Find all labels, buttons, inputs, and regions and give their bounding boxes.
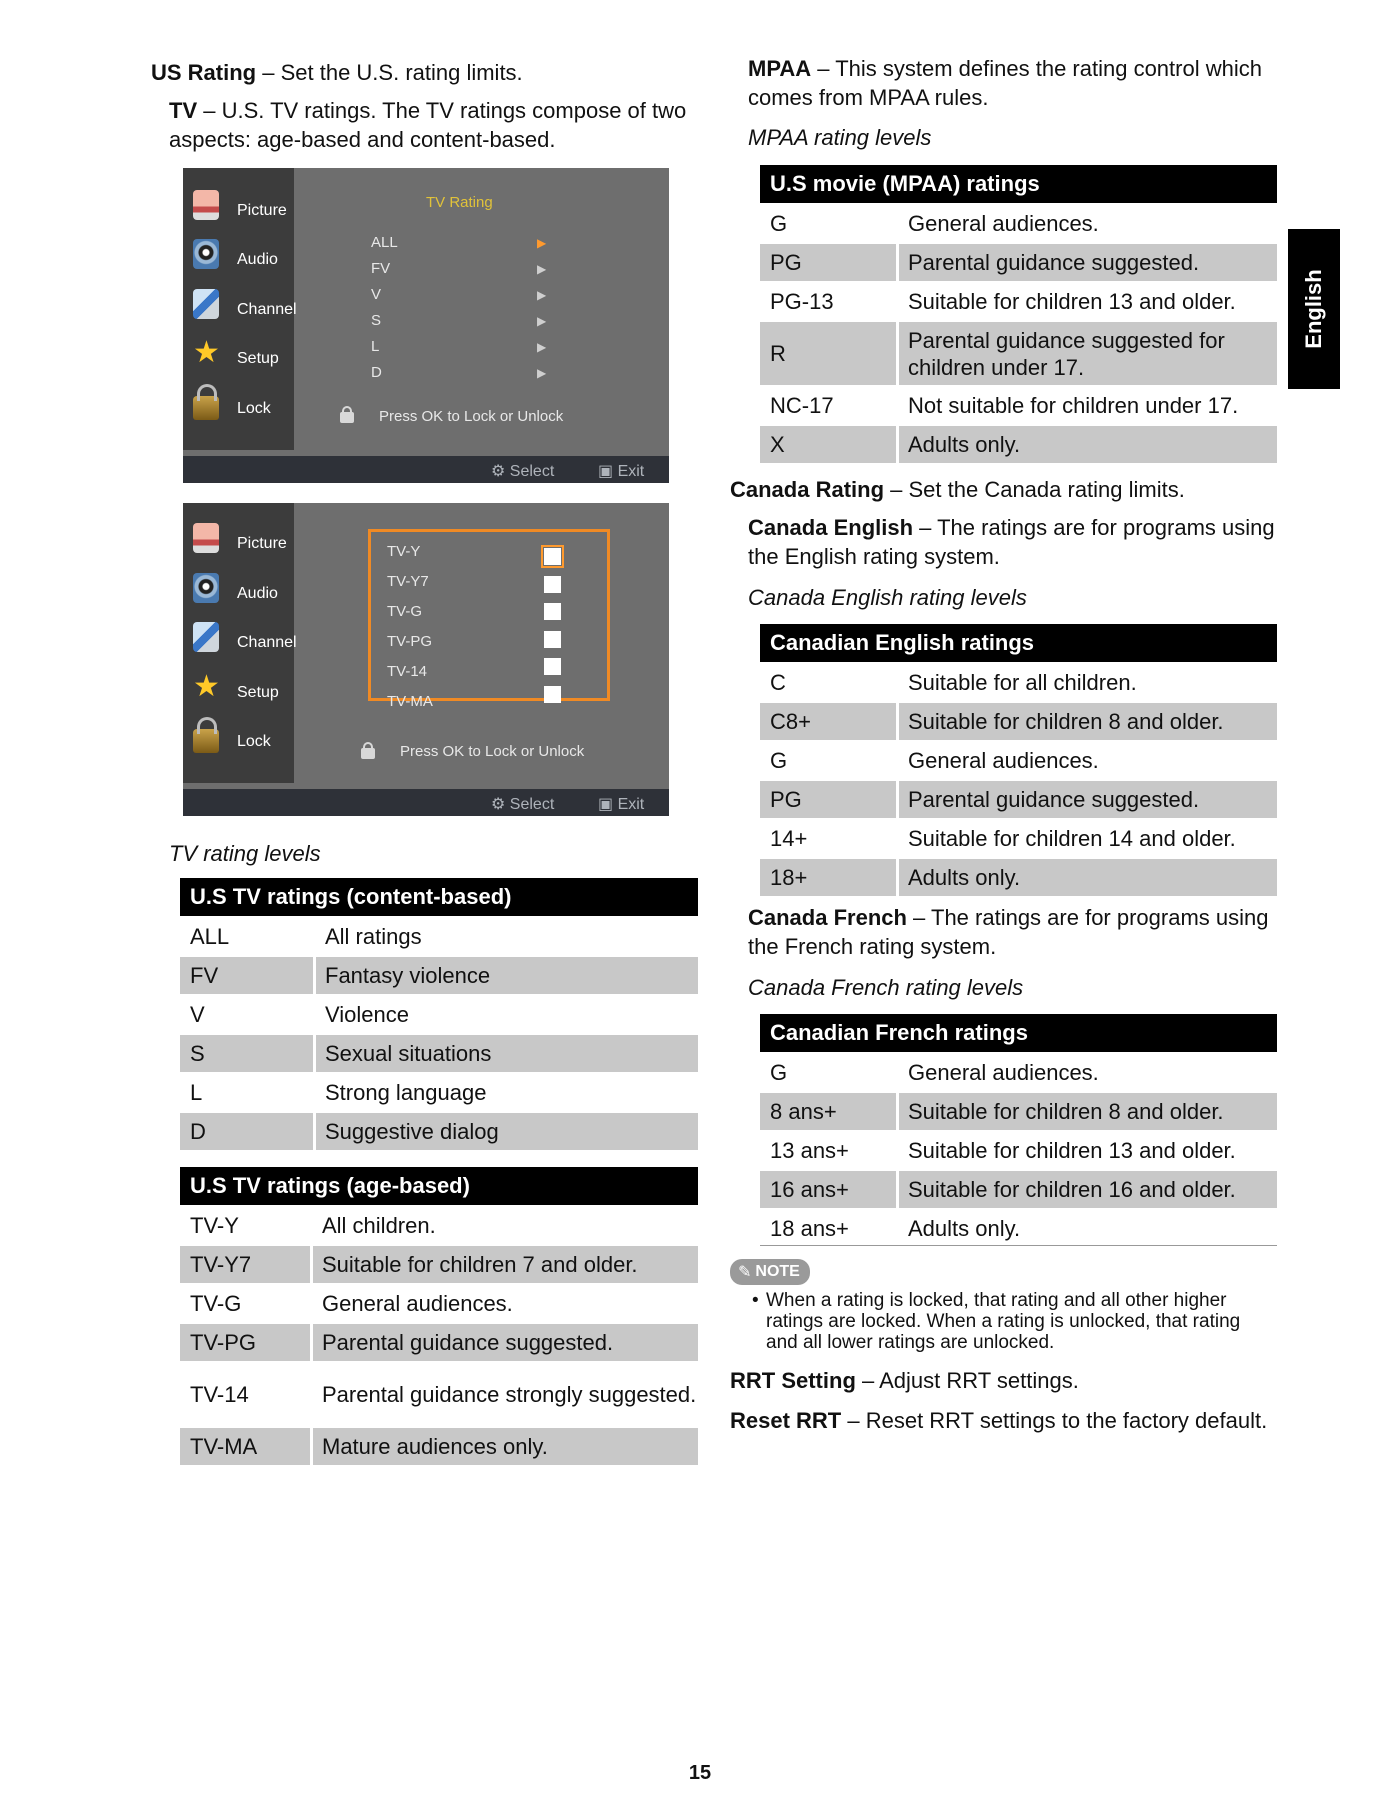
rating-code: R xyxy=(760,322,896,385)
menu-bottom-bar xyxy=(183,456,669,483)
mpaa-desc: – This system defines the rating control which comes from MPAA rules. xyxy=(748,56,1262,110)
rrt-setting-desc: – Adjust RRT settings. xyxy=(855,1368,1079,1393)
rating-description: General audiences. xyxy=(908,211,1099,236)
table-row xyxy=(760,426,1277,463)
table-row xyxy=(760,1054,1277,1091)
rating-description: Suitable for children 13 and older. xyxy=(908,289,1236,314)
chevron-right-icon: ▶ xyxy=(537,366,547,380)
rrt-setting-paragraph xyxy=(730,1366,1079,1395)
sidebar-item-lock xyxy=(193,721,293,763)
rating-code: PG-13 xyxy=(770,288,834,314)
table-row xyxy=(760,781,1277,818)
rating-code: 8 ans+ xyxy=(760,1093,896,1130)
chevron-right-icon: ▶ xyxy=(537,340,547,354)
rating-code: G xyxy=(770,1059,788,1085)
mpaa-paragraph xyxy=(748,54,1283,112)
rating-description: General audiences. xyxy=(322,1291,513,1316)
exit-hint: ▣ Exit xyxy=(598,796,645,813)
table-row xyxy=(760,1171,1277,1208)
rating-description: Adults only. xyxy=(908,1216,1021,1241)
rating-description: Violence xyxy=(325,1002,409,1027)
rating-description: Suitable for children 13 and older. xyxy=(908,1138,1236,1163)
sidebar-label: Picture xyxy=(237,202,287,219)
page-number: 15 xyxy=(688,1762,712,1784)
table-header: Canadian English ratings xyxy=(760,624,1277,662)
age-rating-menu-screenshot xyxy=(183,503,669,816)
rating-code: 18 ans+ xyxy=(770,1215,849,1241)
rating-description: General audiences. xyxy=(908,1060,1099,1085)
menu-sidebar xyxy=(183,168,297,450)
sidebar-label: Setup xyxy=(237,350,279,367)
menu-hint: Press OK to Lock or Unlock xyxy=(379,408,564,425)
table-row xyxy=(180,918,698,955)
rating-code: G xyxy=(770,210,788,236)
picture-icon xyxy=(193,523,219,553)
table-row xyxy=(760,664,1277,701)
sidebar-item-channel xyxy=(193,289,297,331)
english-caption: Canada English rating levels xyxy=(748,585,1027,610)
checkbox-icon xyxy=(544,603,561,620)
canada-french-term: Canada French xyxy=(748,905,907,930)
canada-english-paragraph xyxy=(748,513,1288,571)
sidebar-label: Audio xyxy=(237,251,278,268)
rating-description: Sexual situations xyxy=(316,1035,698,1072)
exit-label: Exit xyxy=(617,463,645,480)
rating-description: Parental guidance suggested. xyxy=(899,244,1277,281)
canada-rating-paragraph xyxy=(730,475,1185,504)
age-rating-table xyxy=(180,1167,698,1465)
rating-description: Fantasy violence xyxy=(316,957,698,994)
rating-description: Parental guidance suggested for children under 17. xyxy=(899,322,1277,385)
select-label: Select xyxy=(509,463,555,480)
table-row xyxy=(180,1074,698,1111)
rating-code: C xyxy=(770,669,786,695)
rating-description: Suitable for children 7 and older. xyxy=(313,1246,698,1283)
rating-code: 16 ans+ xyxy=(760,1171,896,1208)
audio-icon xyxy=(193,573,219,603)
sidebar-item-audio xyxy=(193,239,293,281)
note-body xyxy=(752,1290,1277,1353)
menu-item: TV-PG xyxy=(387,633,433,650)
sidebar-label: Lock xyxy=(237,733,271,750)
rating-code: C8+ xyxy=(760,703,896,740)
rating-code: TV-MA xyxy=(180,1428,310,1465)
rating-code: TV-Y7 xyxy=(180,1246,310,1283)
rating-description: Parental guidance suggested. xyxy=(899,781,1277,818)
table-row xyxy=(760,322,1277,385)
checkbox-icon xyxy=(544,548,561,565)
sidebar-label: Picture xyxy=(237,535,287,552)
table-row xyxy=(180,1363,698,1426)
star-icon: ★ xyxy=(193,336,220,369)
menu-item: V xyxy=(371,286,382,303)
table-row xyxy=(760,859,1277,896)
channel-icon xyxy=(193,622,219,652)
select-hint: ⚙ Select xyxy=(491,796,555,813)
rrt-setting-term: RRT Setting xyxy=(730,1368,856,1393)
side-tab-label: English xyxy=(1301,269,1326,349)
table-row xyxy=(760,1132,1277,1169)
reset-rrt-desc: – Reset RRT settings to the factory default. xyxy=(841,1408,1268,1433)
rating-code: ALL xyxy=(190,923,230,949)
table-row xyxy=(760,820,1277,857)
table-header: U.S movie (MPAA) ratings xyxy=(760,165,1277,203)
rating-code: L xyxy=(190,1079,203,1105)
table-row xyxy=(760,244,1277,281)
rating-description: Suitable for all children. xyxy=(908,670,1137,695)
sidebar-item-setup xyxy=(193,338,293,380)
sidebar-label: Channel xyxy=(237,301,297,318)
checkbox-icon xyxy=(544,658,561,675)
rating-description: Strong language xyxy=(325,1080,487,1105)
sidebar-label: Audio xyxy=(237,585,278,602)
rating-code: FV xyxy=(180,957,313,994)
table-header: Canadian French ratings xyxy=(760,1014,1277,1052)
checkbox-icon xyxy=(544,631,561,648)
pencil-icon: ✎ xyxy=(738,1264,752,1281)
rating-code: V xyxy=(190,1001,205,1027)
exit-label: Exit xyxy=(617,796,645,813)
reset-rrt-paragraph xyxy=(730,1406,1267,1435)
table-row xyxy=(760,283,1277,320)
menu-item: TV-MA xyxy=(387,693,433,710)
rating-description: Adults only. xyxy=(899,426,1277,463)
french-caption: Canada French rating levels xyxy=(748,975,1024,1000)
note-label: NOTE xyxy=(755,1263,800,1280)
rating-code: G xyxy=(770,747,788,773)
table-row xyxy=(760,703,1277,740)
star-icon: ★ xyxy=(193,670,220,703)
mpaa-rating-table xyxy=(760,165,1277,463)
chevron-right-icon: ▶ xyxy=(537,314,547,328)
rating-description: Parental guidance strongly suggested. xyxy=(322,1382,697,1407)
table-row xyxy=(180,1113,698,1150)
lock-icon xyxy=(193,396,219,420)
menu-item: L xyxy=(371,338,380,355)
lock-icon xyxy=(340,412,354,423)
us-rating-desc: – Set the U.S. rating limits. xyxy=(256,60,523,85)
canada-french-desc: – The ratings are for programs using the French rating system. xyxy=(748,905,1269,959)
rating-description: Suggestive dialog xyxy=(316,1113,698,1150)
tv-desc: – U.S. TV ratings. The TV ratings compose of two aspects: age-based and content-based. xyxy=(169,98,687,152)
tv-term: TV xyxy=(169,98,198,123)
rating-code: D xyxy=(180,1113,313,1150)
rating-code: X xyxy=(760,426,896,463)
mpaa-caption: MPAA rating levels xyxy=(748,125,932,150)
table-row xyxy=(180,996,698,1033)
us-rating-paragraph xyxy=(151,58,523,87)
table-row xyxy=(760,1093,1277,1130)
sidebar-item-picture xyxy=(193,190,293,232)
rating-code: S xyxy=(180,1035,313,1072)
sidebar-label: Channel xyxy=(237,634,297,651)
table-row xyxy=(180,957,698,994)
note-badge xyxy=(730,1259,810,1285)
channel-icon xyxy=(193,289,219,319)
rating-description: Parental guidance suggested. xyxy=(313,1324,698,1361)
table-row xyxy=(180,1428,698,1465)
rating-description: General audiences. xyxy=(908,748,1099,773)
rating-code: PG xyxy=(760,244,896,281)
sidebar-label: Setup xyxy=(237,684,279,701)
exit-hint: ▣ Exit xyxy=(598,463,645,480)
canada-english-desc: – The ratings are for programs using the English rating system. xyxy=(748,515,1275,569)
canada-rating-term: Canada Rating xyxy=(730,477,885,502)
table-row xyxy=(760,387,1277,424)
bullet: • xyxy=(752,1290,759,1311)
menu-item: D xyxy=(371,364,382,381)
rating-code: 14+ xyxy=(770,825,808,851)
chevron-right-icon: ▶ xyxy=(537,262,547,276)
table-row xyxy=(180,1207,698,1244)
mpaa-term: MPAA xyxy=(748,56,812,81)
menu-hint: Press OK to Lock or Unlock xyxy=(400,743,585,760)
table-row xyxy=(760,1210,1277,1247)
menu-item: TV-G xyxy=(387,603,423,620)
rating-description: All children. xyxy=(322,1213,436,1238)
menu-item: TV-Y7 xyxy=(387,573,429,590)
sidebar-item-audio xyxy=(193,573,293,615)
table-row xyxy=(760,205,1277,242)
menu-item: S xyxy=(371,312,382,329)
rating-description: Suitable for children 14 and older. xyxy=(908,826,1236,851)
table-row xyxy=(760,742,1277,779)
select-hint: ⚙ Select xyxy=(491,463,555,480)
content-rating-table xyxy=(180,878,698,1150)
rating-code: NC-17 xyxy=(770,392,834,418)
table-header: U.S TV ratings (content-based) xyxy=(180,878,698,916)
rating-description: Mature audiences only. xyxy=(313,1428,698,1465)
select-label: Select xyxy=(509,796,555,813)
table-row xyxy=(180,1324,698,1361)
tv-paragraph xyxy=(169,96,689,154)
menu-title: TV Rating xyxy=(426,194,493,211)
rating-code: TV-G xyxy=(190,1290,242,1316)
table-row xyxy=(180,1285,698,1322)
rating-code: TV-PG xyxy=(180,1324,310,1361)
checkbox-icon xyxy=(544,686,561,703)
table-row xyxy=(180,1246,698,1283)
table-row xyxy=(180,1035,698,1072)
sidebar-label: Lock xyxy=(237,400,271,417)
rating-description: All ratings xyxy=(325,924,422,949)
canada-rating-desc: – Set the Canada rating limits. xyxy=(884,477,1185,502)
sidebar-item-lock xyxy=(193,388,293,430)
language-side-tab xyxy=(1288,229,1340,389)
menu-item: ALL xyxy=(371,234,398,251)
note-text: When a rating is locked, that rating and all other higher ratings are locked. When a rating is unlocked, that rating and all lower ratings are unlocked. xyxy=(766,1290,1241,1353)
rating-description: Suitable for children 8 and older. xyxy=(899,1093,1277,1130)
rating-description: Suitable for children 8 and older. xyxy=(899,703,1277,740)
checkbox-icon xyxy=(544,576,561,593)
divider xyxy=(760,1245,1277,1246)
lock-icon xyxy=(193,729,219,753)
rating-code: TV-Y xyxy=(190,1212,239,1238)
lock-icon xyxy=(361,748,375,759)
rating-code: TV-14 xyxy=(190,1381,249,1407)
rating-description: Not suitable for children under 17. xyxy=(908,393,1239,418)
canadian-english-table xyxy=(760,624,1277,896)
sidebar-item-setup xyxy=(193,672,293,714)
tv-rating-caption: TV rating levels xyxy=(169,841,321,866)
rating-description: Suitable for children 16 and older. xyxy=(899,1171,1277,1208)
table-header: U.S TV ratings (age-based) xyxy=(180,1167,698,1205)
audio-icon xyxy=(193,239,219,269)
us-rating-term: US Rating xyxy=(151,60,257,85)
menu-sidebar xyxy=(183,503,297,783)
canada-english-term: Canada English xyxy=(748,515,914,540)
chevron-right-icon: ▶ xyxy=(537,288,547,302)
menu-item: FV xyxy=(371,260,391,277)
reset-rrt-term: Reset RRT xyxy=(730,1408,842,1433)
menu-bottom-bar xyxy=(183,789,669,816)
sidebar-item-channel xyxy=(193,622,297,664)
rating-code: 13 ans+ xyxy=(770,1137,849,1163)
picture-icon xyxy=(193,190,219,220)
menu-item: TV-Y xyxy=(387,543,421,560)
rating-code: PG xyxy=(760,781,896,818)
rating-description: Adults only. xyxy=(899,859,1277,896)
menu-item: TV-14 xyxy=(387,663,428,680)
canada-french-paragraph xyxy=(748,903,1288,961)
rating-code: 18+ xyxy=(760,859,896,896)
canadian-french-table xyxy=(760,1014,1277,1247)
sidebar-item-picture xyxy=(193,523,293,565)
tv-rating-menu-screenshot xyxy=(183,168,669,483)
chevron-right-icon: ▶ xyxy=(537,236,547,250)
